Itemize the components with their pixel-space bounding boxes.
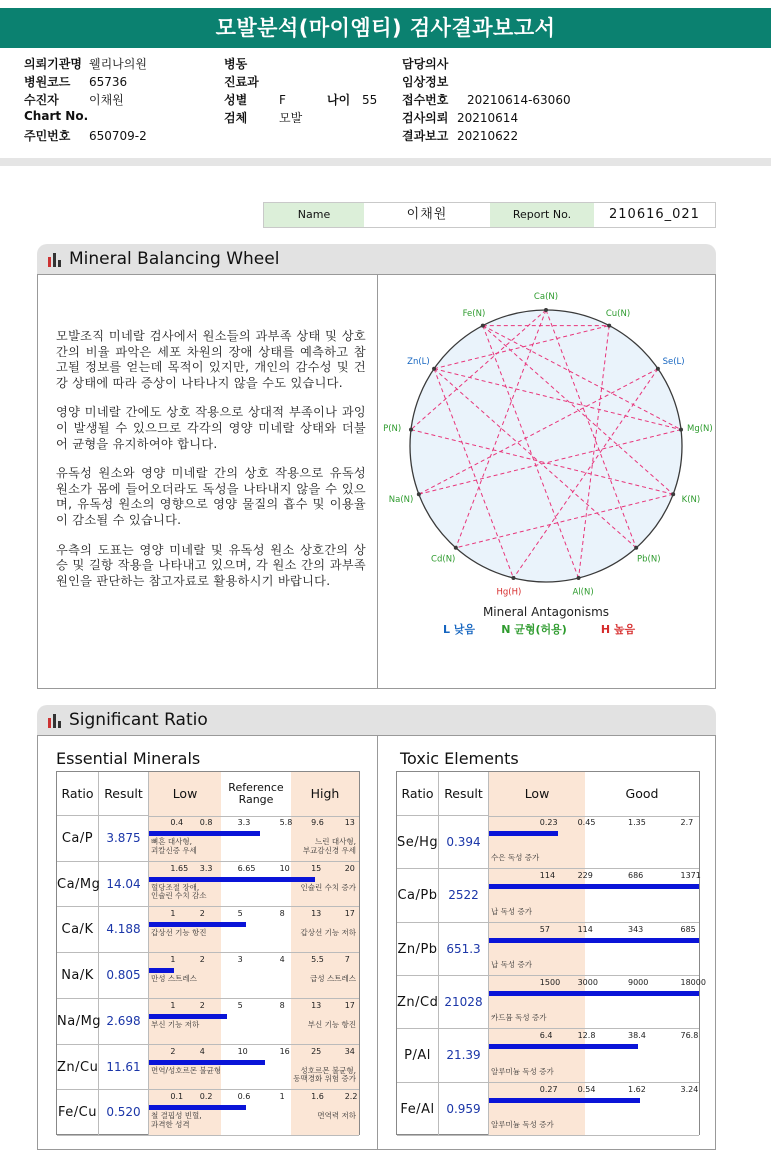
- info-value: 55: [362, 93, 378, 107]
- ratio-result: 3.875: [99, 816, 149, 862]
- info-item: [402, 91, 571, 108]
- tick-label: 686: [628, 871, 644, 881]
- toxic-note: 수은 독성 증가: [491, 853, 540, 863]
- row-rule: [489, 1028, 699, 1029]
- ratio-result: 4.188: [99, 907, 149, 953]
- tick-label: 8: [279, 909, 285, 919]
- high-note: 급성 스트레스: [310, 974, 356, 984]
- info-item: [327, 91, 377, 108]
- row-rule: [149, 952, 359, 953]
- ratio-name: Fe/Al: [397, 1083, 439, 1136]
- ratio-divider: [377, 736, 378, 1149]
- tick-label: 17: [344, 1000, 355, 1010]
- info-label: 수진자: [24, 93, 59, 107]
- ratio-result: 0.394: [439, 816, 489, 869]
- wheel-node-label: P(N): [383, 423, 402, 434]
- wheel-node: [634, 546, 638, 550]
- info-item: [402, 73, 467, 90]
- info-label: 병동: [224, 57, 248, 71]
- low-note: 뼈흔 대사형, 괴칼신증 우세: [151, 837, 197, 855]
- info-value: F: [279, 93, 286, 107]
- header-result: Result: [99, 772, 149, 816]
- ratio-name: Zn/Cd: [397, 976, 439, 1029]
- wheel-section-title: Mineral Balancing Wheel: [69, 249, 280, 269]
- toxic-note: 알루미늄 독성 증가: [491, 1066, 554, 1076]
- ratio-bar: [489, 884, 699, 889]
- ratio-name: Na/K: [57, 953, 99, 999]
- ratio-name: Ca/P: [57, 816, 99, 862]
- intro-paragraph: 우측의 도표는 영양 미네랄 및 유독성 원소 상호간의 상승 및 길항 작용을 나타내고 있으며, 각 원소 간의 과부족 원인을 판단하는 참고자료로 활용하시기 바랍니다.: [56, 542, 366, 588]
- ratio-bar: [489, 938, 699, 943]
- ratio-bar: [149, 831, 260, 836]
- tick-label: 5.5: [311, 955, 324, 965]
- header-ratio: Ratio: [57, 772, 99, 816]
- tick-label: 1500: [539, 978, 561, 987]
- ratio-section-body: [37, 735, 716, 1150]
- essential-title: Essential Minerals: [56, 749, 201, 768]
- info-item: [24, 91, 124, 108]
- legend-item: H 높음: [600, 623, 636, 636]
- toxic-elements-table: [396, 771, 706, 1135]
- tick-label: 1.62: [628, 1084, 646, 1094]
- toxic-note: 납 독성 증가: [491, 906, 532, 916]
- tick-label: 8: [279, 1000, 285, 1010]
- tick-label: 114: [539, 871, 556, 881]
- wheel-node-label: Mg(N): [687, 423, 713, 434]
- tick-label: 10: [237, 1046, 248, 1056]
- info-label: 임상정보: [402, 75, 449, 89]
- wheel-node-label: Al(N): [572, 587, 594, 598]
- info-label: 접수번호: [402, 93, 449, 107]
- intro-paragraph: 영양 미네랄 간에도 상호 작용으로 상대적 부족이나 과잉이 발생될 수 있으므로 각각의 영양 미네랄 상태와 더불어 균형을 유지하여야 합니다.: [56, 405, 366, 451]
- tick-label: 10: [279, 863, 290, 873]
- tick-label: 1: [170, 909, 176, 919]
- bar-chart-icon: [48, 714, 62, 728]
- toxic-note: 납 독성 증가: [491, 960, 532, 969]
- bar-chart-icon: [48, 253, 62, 267]
- wheel-caption: Mineral Antagonisms: [482, 605, 610, 619]
- info-label: 담당의사: [402, 57, 449, 71]
- tick-label: 57: [539, 924, 550, 934]
- ratio-bar: [489, 991, 699, 996]
- ratio-section-title: Significant Ratio: [69, 710, 208, 730]
- tick-label: 13: [311, 1000, 322, 1010]
- tick-label: 4: [199, 1046, 205, 1056]
- ratio-bar: [149, 1105, 246, 1110]
- name-label: Name: [264, 203, 364, 227]
- wheel-node: [511, 576, 515, 580]
- ratio-name: Zn/Cu: [57, 1045, 99, 1091]
- info-label: Chart No.: [24, 109, 89, 123]
- info-label: 검체: [224, 111, 248, 125]
- high-note: 면역력 저하: [317, 1111, 356, 1121]
- header-good-label: Good: [625, 786, 659, 801]
- tick-label: 685: [680, 924, 696, 934]
- tick-label: 2: [199, 1000, 205, 1010]
- ratio-result: 14.04: [99, 862, 149, 908]
- low-note: 철 결핍성 빈혈, 과격한 성격: [151, 1111, 202, 1129]
- tick-label: 9.6: [311, 818, 324, 827]
- wheel-node: [544, 308, 548, 312]
- ratio-result: 11.61: [99, 1045, 149, 1091]
- row-rule: [149, 1089, 359, 1090]
- ratio-result: 21028: [439, 976, 489, 1029]
- ratio-name: Ca/Pb: [397, 869, 439, 922]
- ratio-name: Na/Mg: [57, 999, 99, 1045]
- tick-label: 0.27: [539, 1084, 558, 1094]
- tick-label: 0.1: [170, 1092, 184, 1102]
- info-value: 20210614-63060: [467, 93, 571, 107]
- info-item: [224, 109, 302, 126]
- wheel-node-label: Pb(N): [637, 554, 661, 565]
- tick-label: 0.2: [199, 1092, 213, 1102]
- ratio-section-header: [37, 705, 716, 735]
- ratio-bar: [149, 1014, 227, 1019]
- tick-label: 1: [279, 1092, 285, 1102]
- tick-label: 1.6: [311, 1092, 324, 1102]
- low-note: 부신 기능 저하: [151, 1019, 200, 1029]
- legend-item: N 균형(허용): [501, 623, 567, 636]
- tick-label: 0.8: [199, 818, 213, 827]
- ratio-name: Ca/K: [57, 907, 99, 953]
- mineral-wheel-chart: [378, 275, 715, 688]
- ratio-name: Zn/Pb: [397, 923, 439, 976]
- wheel-node-label: Cu(N): [605, 309, 631, 320]
- tick-label: 2: [199, 955, 205, 965]
- tick-label: 18000: [680, 978, 706, 987]
- header-rule: [489, 816, 699, 817]
- wheel-node: [656, 367, 660, 371]
- info-label: 검사의뢰: [402, 111, 449, 125]
- info-label: 의뢰기관명: [24, 57, 82, 71]
- info-item: [224, 73, 279, 90]
- info-item: [24, 109, 89, 123]
- tick-label: 1: [170, 1000, 176, 1010]
- wheel-node-label: Se(L): [662, 356, 685, 367]
- high-note: 성호르몬 불균형, 동맥경화 위험 증가: [293, 1065, 356, 1084]
- wheel-section-header: [37, 244, 716, 274]
- tick-label: 343: [628, 924, 644, 934]
- tick-label: 2.7: [680, 818, 694, 827]
- tick-label: 34: [344, 1046, 355, 1056]
- ratio-result: 2.698: [99, 999, 149, 1045]
- tick-label: 2.2: [344, 1092, 358, 1102]
- tick-label: 7: [344, 955, 350, 965]
- legend-item: L 낮음: [442, 623, 476, 636]
- row-rule: [489, 1082, 699, 1083]
- row-rule: [489, 922, 699, 923]
- low-note: 만성 스트레스: [151, 974, 197, 984]
- info-item: [24, 127, 147, 144]
- intro-paragraph: 모발조직 미네랄 검사에서 원소들의 과부족 상태 및 상호간의 비율 파악은 세포 차원의 장애 상태를 예측하고 참고될 정보를 얻는데 목적이 있지만, 개인의 감수성 및 건강 상태에 따라 증상이 나타나지 않을 수도 있습니다.: [56, 329, 366, 390]
- high-note: 갑상선 기능 저하: [300, 928, 356, 938]
- essential-minerals-table: [56, 771, 360, 1135]
- header-ratio: Ratio: [397, 772, 439, 816]
- wheel-node: [481, 324, 485, 328]
- wheel-node-label: Cd(N): [431, 554, 456, 565]
- tick-label: 17: [344, 909, 355, 919]
- tick-label: 2: [170, 1046, 176, 1056]
- wheel-node-label: Hg(H): [496, 587, 522, 598]
- tick-label: 1.35: [628, 818, 646, 827]
- ratio-result: 21.39: [439, 1029, 489, 1082]
- report-no-label: Report No.: [490, 203, 594, 227]
- tick-label: 2: [199, 909, 205, 919]
- tick-label: 13: [344, 818, 355, 827]
- ratio-result: 0.959: [439, 1083, 489, 1136]
- header-high-label: High: [310, 786, 340, 801]
- ratio-result: 0.520: [99, 1090, 149, 1136]
- low-note: 혈당조절 장애, 인슐린 수치 감소: [151, 882, 207, 901]
- wheel-node: [577, 576, 581, 580]
- ratio-name: P/Al: [397, 1029, 439, 1082]
- info-item: [224, 91, 286, 108]
- info-value: 모발: [279, 111, 303, 125]
- info-value: 20210622: [457, 129, 519, 143]
- ratio-result: 651.3: [439, 923, 489, 976]
- tick-label: 16: [279, 1046, 290, 1056]
- tick-label: 15: [311, 863, 322, 873]
- tick-label: 0.45: [577, 818, 596, 827]
- row-rule: [149, 1135, 359, 1136]
- wheel-node: [679, 428, 683, 432]
- tick-label: 114: [577, 924, 593, 934]
- wheel-node-label: K(N): [681, 495, 701, 506]
- wheel-node: [671, 492, 675, 496]
- row-rule: [489, 975, 699, 976]
- tick-label: 3000: [577, 978, 598, 987]
- row-rule: [149, 998, 359, 999]
- info-value: 650709-2: [89, 129, 147, 143]
- info-label: 나이: [327, 93, 351, 107]
- row-rule: [149, 906, 359, 907]
- tick-label: 5: [237, 909, 243, 919]
- toxic-note: 카드뮴 독성 증가: [491, 1013, 547, 1023]
- info-item: [24, 55, 147, 72]
- wheel-node: [417, 492, 421, 496]
- toxic-note: 알루미늄 독성 증가: [491, 1120, 554, 1129]
- info-label: 성별: [224, 93, 248, 107]
- report-title: 모발분석(마이엠티) 검사결과보고서: [0, 8, 771, 48]
- tick-label: 0.54: [577, 1084, 596, 1094]
- wheel-circle: [410, 310, 682, 582]
- wheel-node-label: Ca(N): [533, 292, 559, 302]
- tick-label: 0.4: [170, 818, 184, 827]
- ratio-bar: [149, 877, 315, 882]
- intro-paragraph: 유독성 원소와 영양 미네랄 간의 상호 작용으로 유독성 원소가 몸에 들어오더라도 독성을 나타내지 않을 수 있으며, 유독성 원소의 영향으로 영양 물질의 흡수 및 이용율이 감소될 수 있습니다.: [56, 466, 366, 527]
- tick-label: 38.4: [628, 1031, 646, 1041]
- tick-label: 0.6: [237, 1092, 251, 1102]
- low-note: 면역/성호르몬 불균형: [151, 1065, 222, 1075]
- info-item: [402, 55, 467, 72]
- tick-label: 6.65: [237, 863, 256, 873]
- ratio-bar: [489, 831, 558, 836]
- tick-label: 229: [577, 871, 593, 881]
- header-rule: [149, 816, 359, 817]
- info-value: 20210614: [457, 111, 519, 125]
- ratio-bar: [489, 1044, 638, 1049]
- tick-label: 20: [344, 863, 355, 873]
- tick-label: 13: [311, 909, 322, 919]
- row-rule: [489, 1135, 699, 1136]
- info-item: [24, 73, 127, 90]
- name-value: 이채원: [364, 203, 490, 227]
- ratio-name: Ca/Mg: [57, 862, 99, 908]
- tick-label: 25: [311, 1046, 322, 1056]
- info-value: 웰리나의원: [89, 57, 147, 71]
- toxic-title: Toxic Elements: [400, 749, 519, 768]
- wheel-node: [454, 546, 458, 550]
- wheel-node: [409, 428, 413, 432]
- header-reference-range-label: Reference Range: [228, 781, 284, 806]
- info-item: [402, 127, 518, 144]
- tick-label: 4: [279, 955, 285, 965]
- ratio-result: 2522: [439, 869, 489, 922]
- wheel-node-label: Zn(L): [407, 356, 430, 367]
- ratio-bar: [149, 1060, 265, 1065]
- tick-label: 76.8: [680, 1031, 699, 1041]
- ratio-result: 0.805: [99, 953, 149, 999]
- row-rule: [149, 1044, 359, 1045]
- info-value: 65736: [89, 75, 128, 89]
- header-low-label: Low: [172, 786, 198, 801]
- tick-label: 1.65: [170, 863, 189, 873]
- high-note: 인슐린 수치 증가: [300, 882, 356, 892]
- tick-label: 3.24: [680, 1084, 699, 1094]
- low-note: 갑상선 기능 항진: [151, 928, 207, 938]
- tick-label: 12.8: [577, 1031, 596, 1041]
- wheel-section-body: [37, 274, 716, 689]
- tick-label: 3.3: [199, 863, 213, 873]
- tick-label: 9000: [628, 978, 649, 987]
- tick-label: 3: [237, 955, 243, 965]
- header-result: Result: [439, 772, 489, 816]
- tick-label: 6.4: [539, 1031, 553, 1041]
- info-item: [402, 109, 518, 126]
- info-label: 진료과: [224, 75, 259, 89]
- ratio-bar: [489, 1098, 640, 1103]
- report-no-value: 210616_021: [594, 203, 715, 227]
- high-note: 느린 대사형, 부교감신경 우세: [302, 837, 356, 855]
- info-item: [224, 55, 279, 72]
- info-label: 주민번호: [24, 129, 71, 143]
- ratio-name: Se/Hg: [397, 816, 439, 869]
- high-note: 부신 기능 항진: [307, 1019, 356, 1029]
- tick-label: 1371: [680, 871, 701, 881]
- info-label: 병원코드: [24, 75, 71, 89]
- tick-label: 0.23: [539, 818, 558, 827]
- wheel-node: [607, 324, 611, 328]
- section-divider: [0, 158, 771, 166]
- wheel-node-label: Fe(N): [462, 309, 486, 320]
- tick-label: 3.3: [237, 818, 251, 827]
- tick-label: 5.8: [279, 818, 293, 827]
- row-rule: [489, 868, 699, 869]
- intro-text: [56, 329, 366, 603]
- ratio-name: Fe/Cu: [57, 1090, 99, 1136]
- tick-label: 5: [237, 1000, 243, 1010]
- ratio-bar: [149, 968, 174, 973]
- header-low-label: Low: [524, 786, 550, 801]
- tick-label: 1: [170, 955, 176, 965]
- info-label: 결과보고: [402, 129, 449, 143]
- row-rule: [149, 861, 359, 862]
- ratio-bar: [149, 922, 246, 927]
- info-value: 이채원: [89, 93, 124, 107]
- name-report-bar: [263, 202, 716, 228]
- wheel-node: [432, 367, 436, 371]
- wheel-node-label: Na(N): [388, 495, 414, 506]
